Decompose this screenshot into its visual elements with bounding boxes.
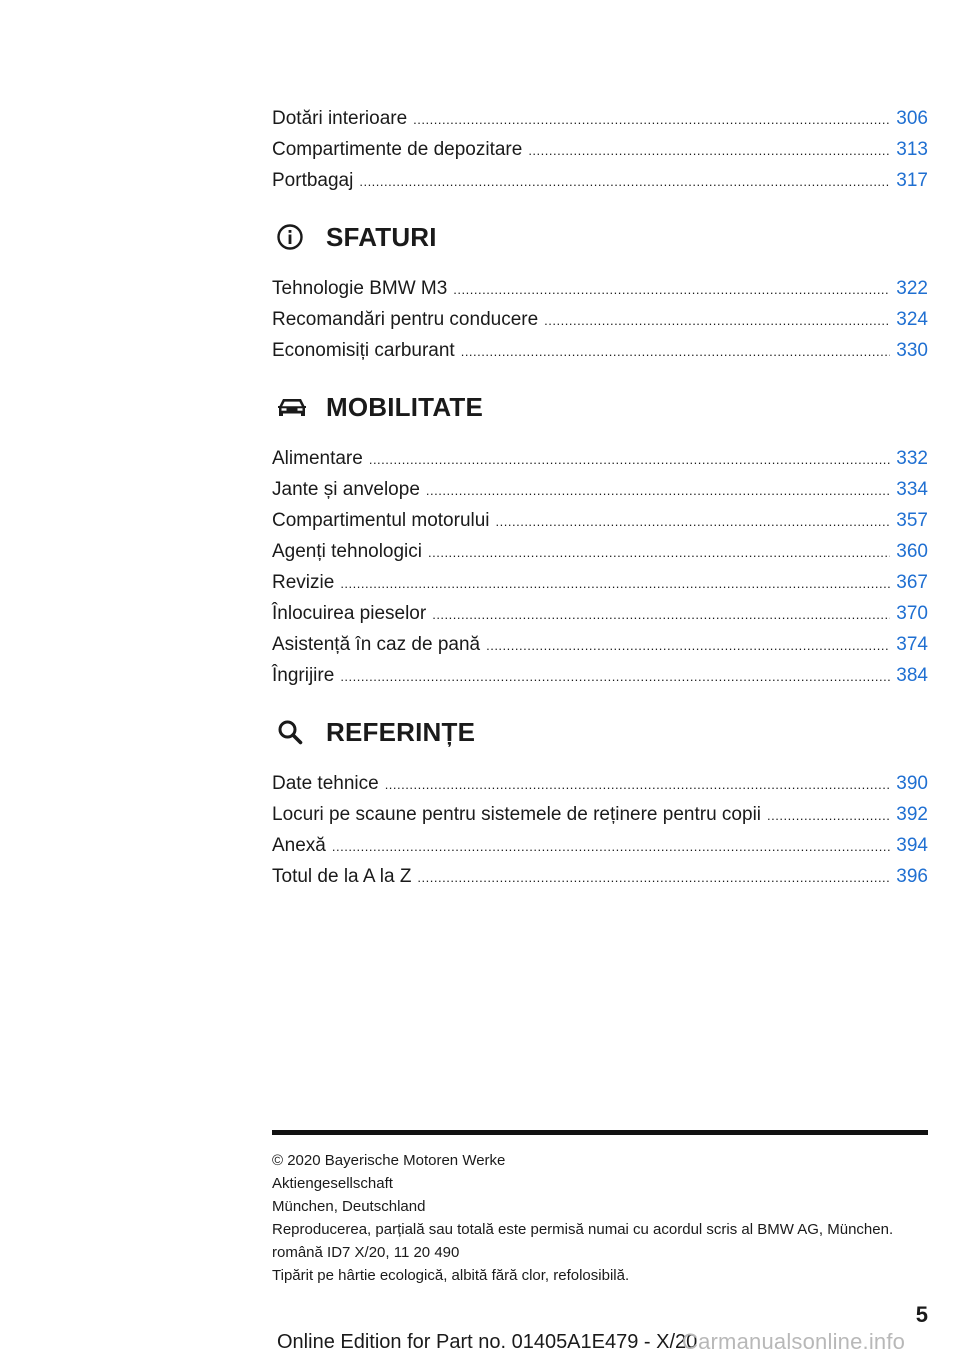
imprint-reproduction-notice: Reproducerea, parțială sau totală este permisă numai cu acordul scris al BMW AG, München. [272,1221,894,1238]
toc-page-link[interactable]: 390 [896,773,928,794]
toc-entry-title[interactable]: Totul de la A la Z [272,866,412,887]
toc-page-link[interactable]: 332 [896,448,928,469]
toc-entry-title[interactable]: Portbagaj [272,170,354,191]
dot-leader [359,166,890,197]
imprint [272,1149,928,1287]
intro-entries [272,103,928,196]
dot-leader [369,444,890,475]
toc-page-link[interactable]: 317 [896,170,928,191]
toc-entry-title[interactable]: Compartimentul motorului [272,510,490,531]
imprint-print-note: Tipărit pe hârtie ecologică, albită fără clor, refolosibilă. [272,1267,630,1284]
toc-entry-title[interactable]: Compartimente de depozitare [272,139,523,160]
toc-page-link[interactable]: 360 [896,541,928,562]
imprint-language-id: română ID7 X/20, 11 20 490 [272,1244,460,1261]
search-icon [276,712,316,752]
toc-entry[interactable] [272,335,928,366]
dot-leader [332,831,890,862]
dot-leader [767,800,890,831]
dot-leader [428,537,890,568]
toc-entry[interactable] [272,134,928,165]
dot-leader [340,661,890,692]
toc-page-link[interactable]: 357 [896,510,928,531]
toc-page-link[interactable]: 370 [896,603,928,624]
toc-entry[interactable] [272,799,928,830]
section-title: REFERINȚE [326,716,476,747]
toc-page-link[interactable]: 392 [896,804,928,825]
toc-entry[interactable] [272,660,928,691]
toc-entry-title[interactable]: Dotări interioare [272,108,408,129]
toc-entry-title[interactable]: Îngrijire [272,665,335,686]
dot-leader [432,599,890,630]
toc-entry[interactable] [272,103,928,134]
dot-leader [453,274,890,305]
section-heading [272,217,928,257]
toc-entry-title[interactable]: Asistență în caz de pană [272,634,481,655]
toc-page-link[interactable]: 324 [896,309,928,330]
toc-page-link[interactable]: 374 [896,634,928,655]
toc-entry-title[interactable]: Înlocuirea pieselor [272,603,427,624]
toc-entry-title[interactable]: Alimentare [272,448,363,469]
toc-page-link[interactable]: 367 [896,572,928,593]
toc-entry-title[interactable]: Date tehnice [272,773,379,794]
toc-entry-title[interactable]: Anexă [272,835,326,856]
toc-entry[interactable] [272,768,928,799]
toc-page-link[interactable]: 384 [896,665,928,686]
toc-entry-title[interactable]: Jante și anvelope [272,479,420,500]
toc-entry[interactable] [272,536,928,567]
toc-entry[interactable] [272,629,928,660]
toc-entry[interactable] [272,165,928,196]
toc-entry[interactable] [272,474,928,505]
dot-leader [486,630,890,661]
dot-leader [544,305,890,336]
footer-watermark: Carmanualsonline.info [682,1329,906,1354]
car-icon [276,387,316,427]
imprint-location: München, Deutschland [272,1198,426,1215]
info-icon [276,217,316,257]
toc-entry[interactable] [272,830,928,861]
dot-leader [496,506,891,537]
table-of-contents [272,103,928,892]
imprint-company-suffix: Aktiengesellschaft [272,1175,393,1192]
section-referinte [272,712,928,892]
footer-edition: Online Edition for Part no. 01405A1E479 - X/20 [277,1331,698,1353]
toc-entry-title[interactable]: Recomandări pentru conducere [272,309,539,330]
toc-entry-title[interactable]: Economisiți carburant [272,340,455,361]
page-number: 5 [915,1302,928,1327]
section-heading [272,387,928,427]
toc-entry-title[interactable]: Revizie [272,572,335,593]
toc-entry[interactable] [272,861,928,892]
dot-leader [461,336,891,367]
imprint-divider [272,1130,928,1135]
toc-page-link[interactable]: 313 [896,139,928,160]
toc-entry[interactable] [272,505,928,536]
section-heading [272,712,928,752]
dot-leader [340,568,890,599]
imprint-copyright: © 2020 Bayerische Motoren Werke [272,1152,506,1169]
toc-entry-title[interactable]: Tehnologie BMW M3 [272,278,448,299]
toc-entry[interactable] [272,443,928,474]
toc-page-link[interactable]: 396 [896,866,928,887]
toc-entry[interactable] [272,598,928,629]
toc-entry[interactable] [272,567,928,598]
toc-page-link[interactable]: 334 [896,479,928,500]
section-title: SFATURI [326,221,437,252]
toc-entry[interactable] [272,304,928,335]
toc-page-link[interactable]: 330 [896,340,928,361]
toc-entry[interactable] [272,273,928,304]
toc-entry-title[interactable]: Locuri pe scaune pentru sistemele de reținere pentru copii [272,804,762,825]
toc-page-link[interactable]: 306 [896,108,928,129]
dot-leader [426,475,890,506]
dot-leader [528,135,890,166]
toc-page-link[interactable]: 322 [896,278,928,299]
section-mobilitate [272,387,928,691]
toc-page-link[interactable]: 394 [896,835,928,856]
dot-leader [385,769,891,800]
section-title: MOBILITATE [326,391,484,422]
dot-leader [417,862,890,893]
section-sfaturi [272,217,928,366]
dot-leader [413,104,890,135]
toc-entry-title[interactable]: Agenți tehnologici [272,541,422,562]
